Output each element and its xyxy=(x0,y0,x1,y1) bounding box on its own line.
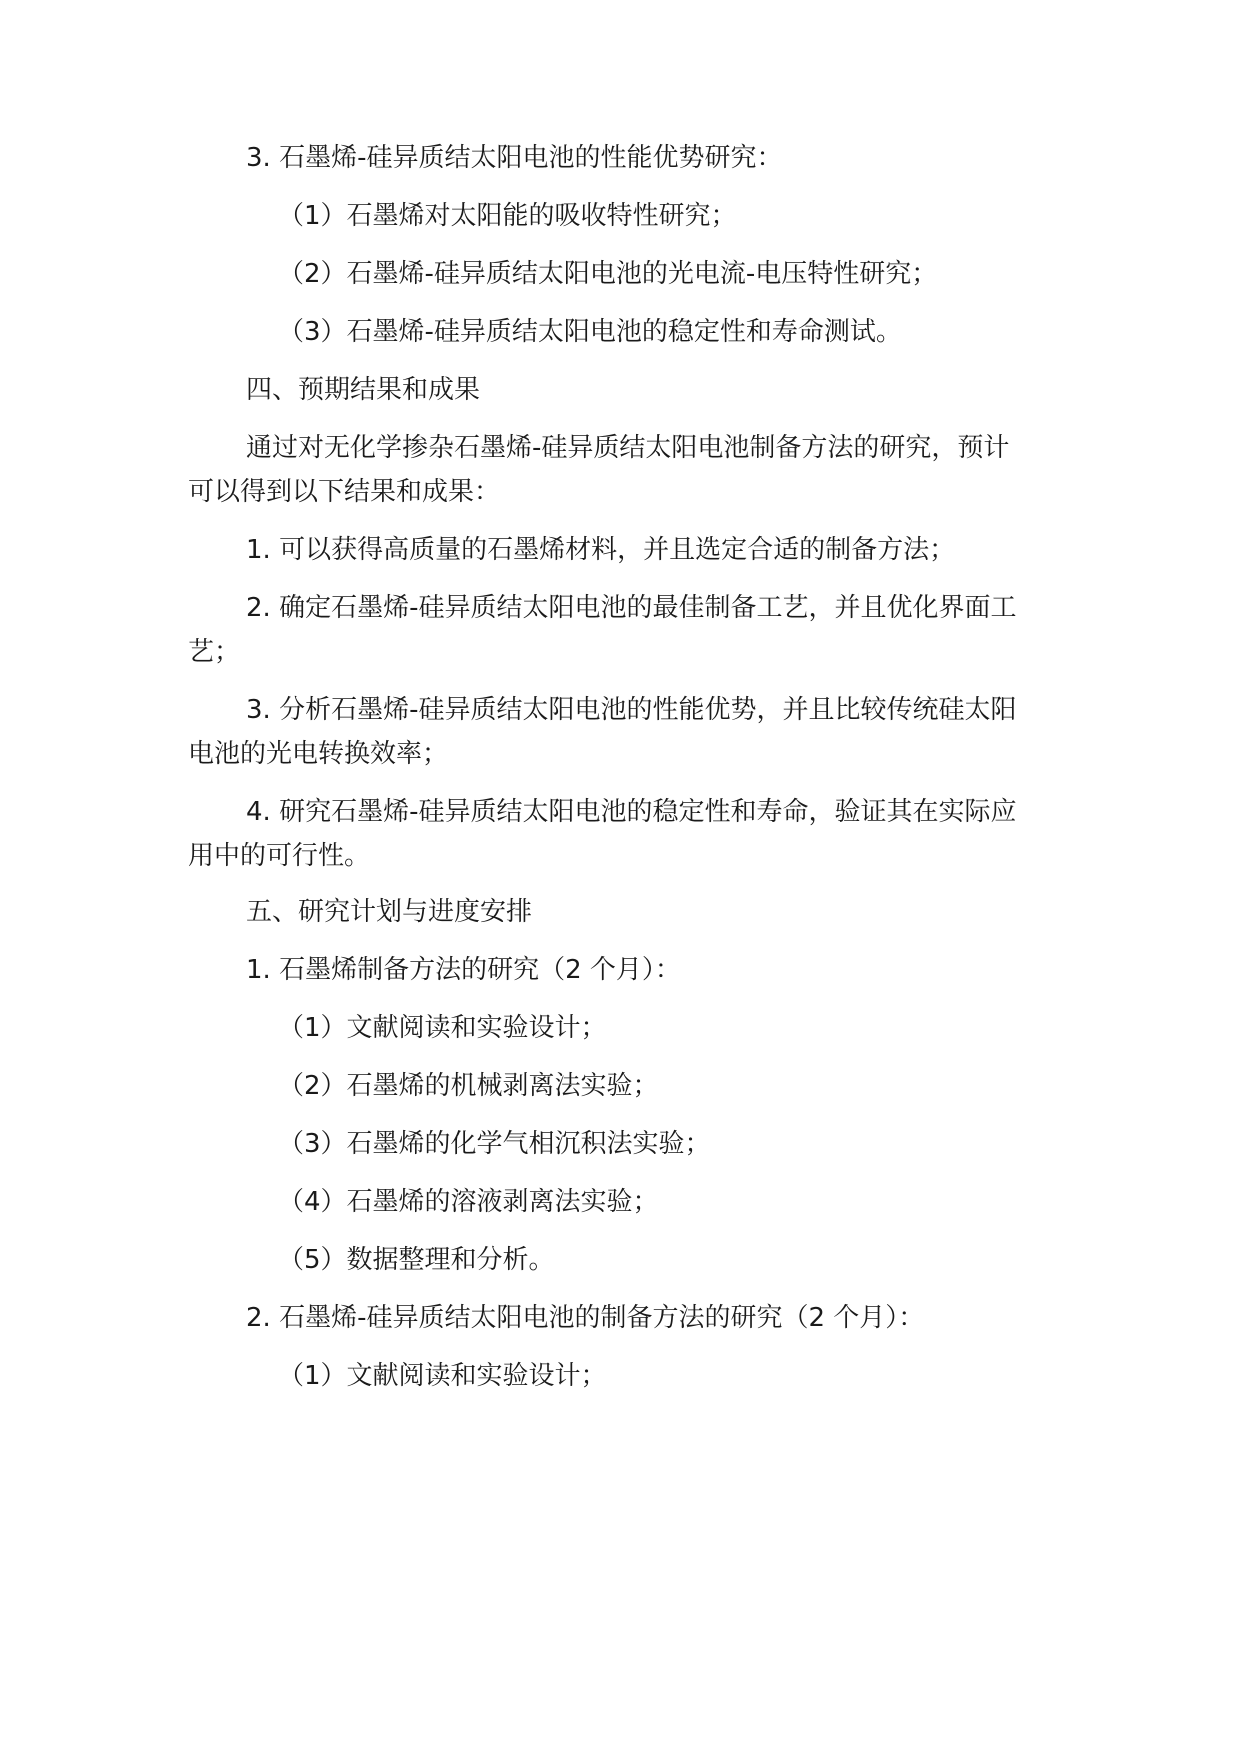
plan-item-title: 1. 石墨烯制备方法的研究（2 个月）： xyxy=(246,955,681,985)
result-item: 3. 分析石墨烯-硅异质结太阳电池的性能优势，并且比较传统硅太阳 xyxy=(246,695,1017,725)
list-item: （2）石墨烯-硅异质结太阳电池的光电流-电压特性研究； xyxy=(278,259,938,289)
list-item: （5）数据整理和分析。 xyxy=(278,1245,555,1275)
result-item-continuation: 用中的可行性。 xyxy=(188,841,371,871)
section3-item-title: 3. 石墨烯-硅异质结太阳电池的性能优势研究： xyxy=(246,143,783,173)
list-item: （4）石墨烯的溶液剥离法实验； xyxy=(278,1187,659,1217)
list-item: （2）石墨烯的机械剥离法实验； xyxy=(278,1071,659,1101)
result-item-continuation: 艺； xyxy=(188,637,241,667)
paragraph-line: 可以得到以下结果和成果： xyxy=(188,477,501,507)
list-item: （1）文献阅读和实验设计； xyxy=(278,1013,607,1043)
section-heading-expected-results: 四、预期结果和成果 xyxy=(246,375,481,405)
list-item: （3）石墨烯的化学气相沉积法实验； xyxy=(278,1129,711,1159)
list-item: （3）石墨烯-硅异质结太阳电池的稳定性和寿命测试。 xyxy=(278,317,902,347)
result-item-continuation: 电池的光电转换效率； xyxy=(188,739,449,769)
paragraph-line: 通过对无化学掺杂石墨烯-硅异质结太阳电池制备方法的研究，预计 xyxy=(246,433,1010,463)
result-item: 1. 可以获得高质量的石墨烯材料，并且选定合适的制备方法； xyxy=(246,535,956,565)
result-item: 4. 研究石墨烯-硅异质结太阳电池的稳定性和寿命，验证其在实际应 xyxy=(246,797,1017,827)
list-item: （1）文献阅读和实验设计； xyxy=(278,1361,607,1391)
plan-item-title: 2. 石墨烯-硅异质结太阳电池的制备方法的研究（2 个月）： xyxy=(246,1303,925,1333)
section-heading-plan: 五、研究计划与进度安排 xyxy=(246,897,533,927)
result-item: 2. 确定石墨烯-硅异质结太阳电池的最佳制备工艺，并且优化界面工 xyxy=(246,593,1017,623)
list-item: （1）石墨烯对太阳能的吸收特性研究； xyxy=(278,201,737,231)
